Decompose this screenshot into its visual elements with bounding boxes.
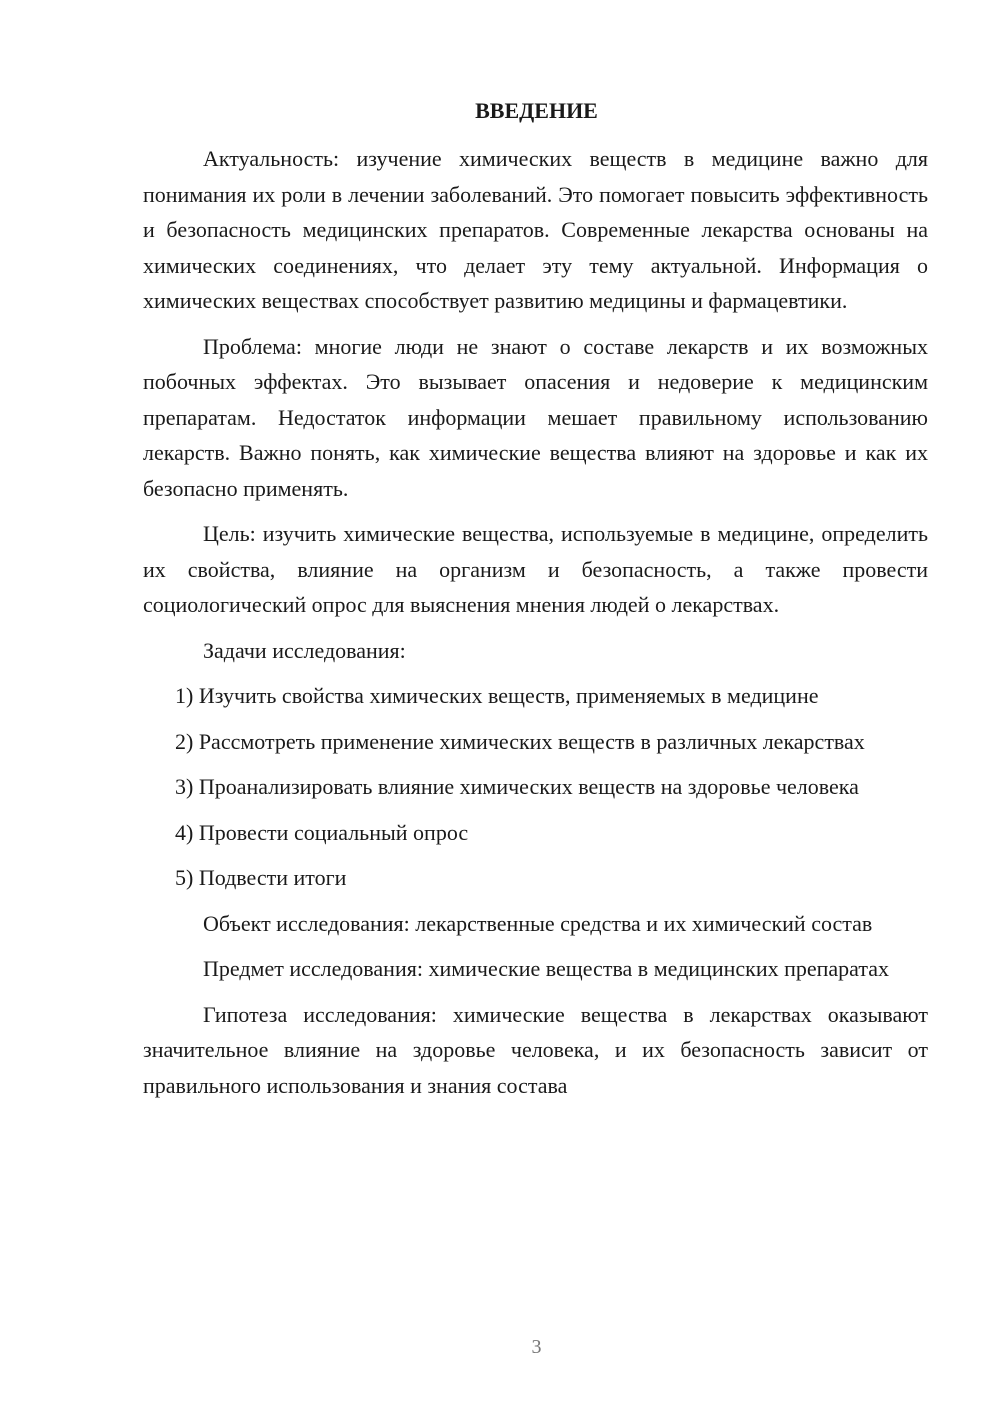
task-item-3: 3) Проанализировать влияние химических веществ на здоровье человека xyxy=(175,774,859,799)
tasks-heading: Задачи исследования: xyxy=(203,637,406,663)
task-item-5: 5) Подвести итоги xyxy=(175,865,347,890)
paragraph-goal: Цель: изучить химические вещества, используемые в медицине, определить их свойства, влияние на организм и безопасность, а также провести социологический опрос для выяснения мнения людей о лекарствах. xyxy=(143,521,928,617)
task-item-1: 1) Изучить свойства химических веществ, применяемых в медицине xyxy=(175,683,819,708)
section-title: ВВЕДЕНИЕ xyxy=(475,98,598,123)
task-item-2: 2) Рассмотреть применение химических веществ в различных лекарствах xyxy=(175,728,865,754)
paragraph-relevance: Актуальность: изучение химических веществ в медицине важно для понимания их роли в лечении заболеваний. Это помогает повысить эффективность и безопасность медицинских препаратов. Современные лекарства основаны на химических соединениях, что делает эту тему актуальной. Информация о химических веществах способствует развитию медицины и фармацевтики. xyxy=(143,146,928,313)
document-body xyxy=(143,141,928,1113)
page-number: 3 xyxy=(531,1336,542,1358)
task-item-4: 4) Провести социальный опрос xyxy=(175,819,469,845)
paragraph-object: Объект исследования: лекарственные средства и их химический состав xyxy=(203,910,873,936)
paragraph-hypothesis: Гипотеза исследования: химические вещества в лекарствах оказывают значительное влияние на здоровье человека, и их безопасность зависит от правильного использования и знания состава xyxy=(143,1001,928,1098)
paragraph-subject: Предмет исследования: химические вещества в медицинских препаратах xyxy=(203,956,890,981)
paragraph-problem: Проблема: многие люди не знают о составе лекарств и их возможных побочных эффектах. Это вызывает опасения и недоверие к медицинским препаратам. Недостаток информации мешает правильному использованию лекарств. Важно понять, как химические вещества влияют на здоровье и как их безопасно применять. xyxy=(143,333,928,501)
